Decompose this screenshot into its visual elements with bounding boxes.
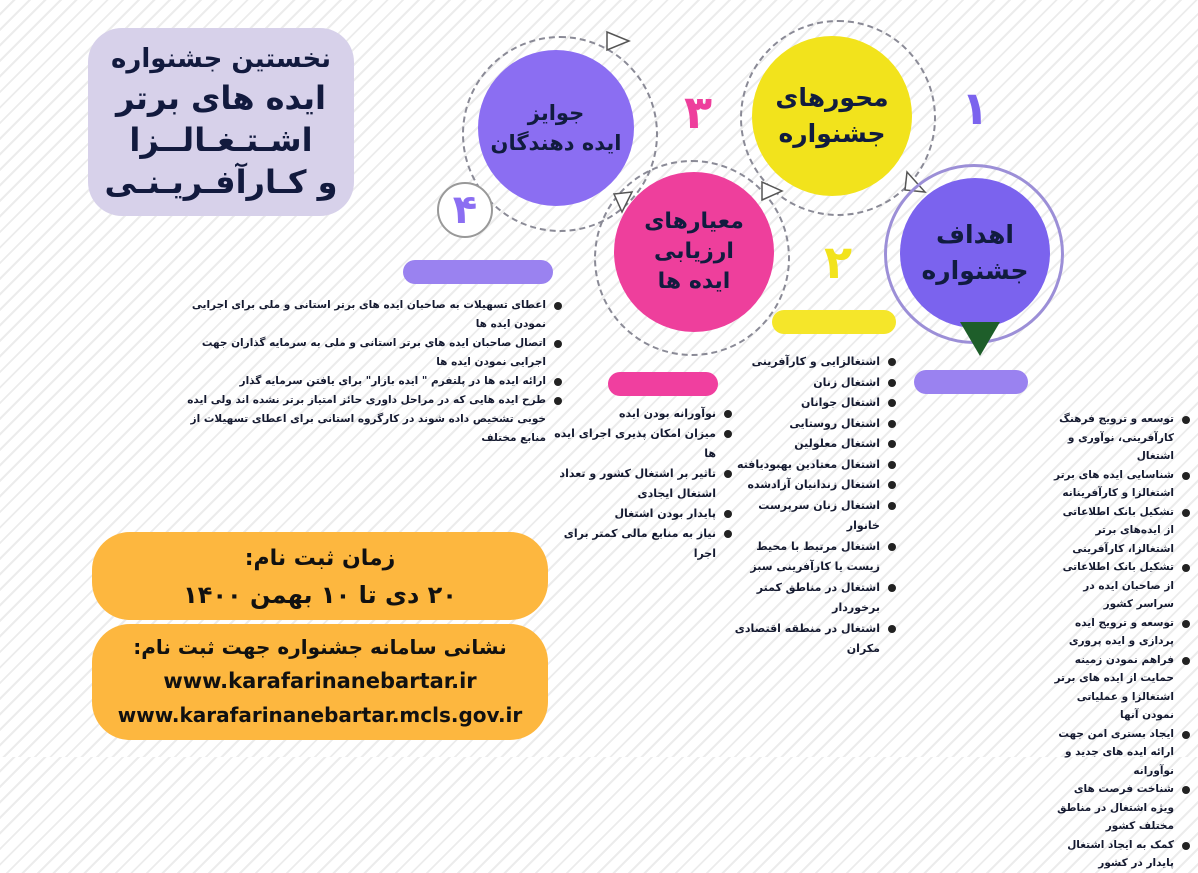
- title-line-1: نخستین جشنواره: [111, 44, 331, 74]
- step-number-3: ۳: [683, 85, 713, 139]
- goals-circle-line-1: اهداف: [936, 220, 1014, 249]
- list-item: نیاز به منابع مالی کمتر برای اجرا: [548, 524, 734, 564]
- list-item: کمک به ایجاد اشتغال پایدار در کشور: [1052, 836, 1192, 873]
- list-item: شناسایی ایده های برتر اشتغالزا و کارآفرینانه: [1052, 466, 1192, 503]
- list-item: ایجاد بستری امن جهت ارائه ایده های جدید و نوآورانه: [1052, 725, 1192, 781]
- axes-circle-line-1: محورهای: [775, 83, 889, 112]
- step-number-2: ۲: [823, 235, 853, 289]
- title-line-4: و کـارآفـریـنـی: [104, 163, 338, 201]
- list-item: اشتغال در منطقه اقتصادی مکران: [728, 619, 898, 660]
- list-item: فراهم نمودن زمینه حمایت از ایده های برتر اشتغالزا و عملیاتی نمودن آنها: [1052, 651, 1192, 725]
- criteria-circle-line-1: معیارهای: [644, 209, 744, 234]
- list-item: تاثیر بر اشتغال کشور و تعداد اشتغال ایجادی: [548, 464, 734, 504]
- goals-circle-line-2: جشنواره: [921, 256, 1029, 285]
- list-item: اشتغال زنان سرپرست خانوار: [728, 496, 898, 537]
- list-item: اشتغال مرتبط با محیط زیست یا کارآفرینی سبز: [728, 537, 898, 578]
- registration-url-1[interactable]: www.karafarinanebartar.ir: [163, 669, 477, 693]
- list-item: اشتغال جوانان: [728, 393, 898, 414]
- registration-time-value: ۲۰ دی تا ۱۰ بهمن ۱۴۰۰: [183, 581, 457, 609]
- awards-circle: [478, 50, 634, 206]
- list-item: اشتغال معتادین بهبودیافته: [728, 455, 898, 476]
- step-number-4: ۴: [452, 187, 478, 233]
- list-item: طرح ایده هایی که در مراحل داوری حائز امتیاز برتر نشده اند ولی ایده خوبی تشخیص داده شوند در کارگروه استانی برای اعطای تسهیلات از منابع مختلف: [168, 391, 564, 448]
- registration-url-2[interactable]: www.karafarinanebartar.mcls.gov.ir: [117, 703, 523, 727]
- axes-list: [728, 352, 898, 660]
- criteria-circle: [614, 172, 774, 332]
- list-item: اعطای تسهیلات به صاحبان ایده های برتر استانی و ملی برای اجرایی نمودن ایده ها: [168, 296, 564, 334]
- arrow-icon: [760, 180, 784, 202]
- list-item: اشتغال در مناطق کمتر برخوردار: [728, 578, 898, 619]
- goals-header-bar: [914, 370, 1028, 394]
- list-item: ارائه ایده ها در پلتفرم " ایده بازار" برای یافتن سرمایه گذار: [168, 372, 564, 391]
- list-item: اشتغال زنان: [728, 373, 898, 394]
- title-box: [88, 28, 354, 216]
- axes-circle-line-2: جشنواره: [778, 119, 886, 148]
- awards-list: [168, 296, 564, 448]
- list-item: توسعه و ترویج ایده پردازی و ایده پروری: [1052, 614, 1192, 651]
- axes-header-bar: [772, 310, 896, 334]
- criteria-circle-line-3: ایده ها: [657, 269, 731, 294]
- list-item: نوآورانه بودن ایده: [548, 404, 734, 424]
- list-item: تشکیل بانک اطلاعاتی از صاحبان ایده در سراسر کشور: [1052, 558, 1192, 614]
- goals-circle: [900, 178, 1050, 328]
- awards-header-bar: [403, 260, 553, 284]
- awards-circle-line-1: جوایز: [527, 101, 585, 125]
- list-item: تشکیل بانک اطلاعاتی از ایده‌های برتر اشتغالزا، کارآفرینی: [1052, 503, 1192, 559]
- step-number-1-top: ۱: [960, 81, 990, 135]
- list-item: شناخت فرصت های ویژه اشتغال در مناطق مختلف کشور: [1052, 780, 1192, 836]
- list-item: اشتغالزایی و کارآفرینی: [728, 352, 898, 373]
- axes-circle: [752, 36, 912, 196]
- list-item: میزان امکان پذیری اجرای ایده ها: [548, 424, 734, 464]
- registration-time-label: زمان ثبت نام:: [244, 546, 396, 571]
- registration-time-box: [92, 532, 548, 620]
- list-item: توسعه و ترویج فرهنگ کارآفرینی، نوآوری و اشتغال: [1052, 410, 1192, 466]
- registration-address-label: نشانی سامانه جشنواره جهت ثبت نام:: [133, 635, 507, 659]
- triangle-marker-icon: [960, 322, 1000, 356]
- list-item: اتصال صاحبان ایده های برتر استانی و ملی به سرمایه گذاران جهت اجرایی نمودن ایده ها: [168, 334, 564, 372]
- arrow-icon: [605, 30, 631, 52]
- title-line-2: ایده های برتر: [116, 79, 327, 117]
- goals-list: [1052, 410, 1192, 873]
- list-item: اشتغال زندانیان آزادشده: [728, 475, 898, 496]
- list-item: اشتغال معلولین: [728, 434, 898, 455]
- list-item: اشتغال روستایی: [728, 414, 898, 435]
- criteria-header-bar: [608, 372, 718, 396]
- registration-address-box: [92, 624, 548, 740]
- criteria-circle-line-2: ارزیابی: [654, 239, 734, 264]
- criteria-list: [548, 404, 734, 564]
- list-item: پایدار بودن اشتغال: [548, 504, 734, 524]
- title-line-3: اشـتـغـالــزا: [129, 121, 313, 159]
- awards-circle-line-2: ایده دهندگان: [490, 131, 622, 155]
